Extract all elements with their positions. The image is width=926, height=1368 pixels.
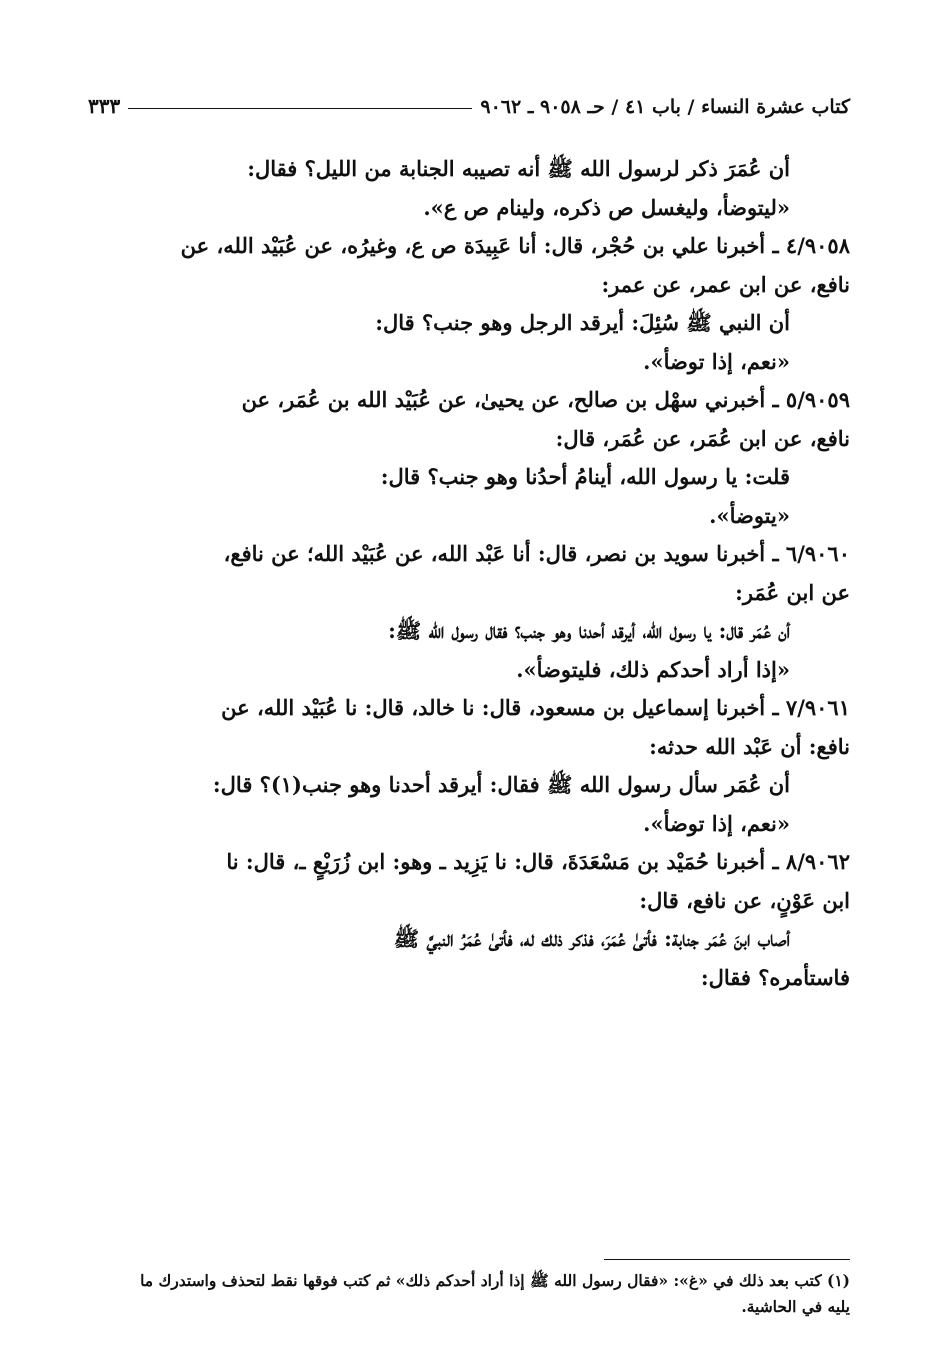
text-line: «ليتوضأ، وليغسل ص ذكره، ولينام ص ع». [423,194,790,220]
text-line: أن النبي ﷺ سُئِلَ: أيرقد الرجل وهو جنب؟ قال: [375,310,790,335]
header-rule [128,108,472,109]
running-header [88,88,850,118]
text-line: ٧/٩٠٦١ ـ أخبرنا إسماعيل بن مسعود، قال: نا خالد، قال: نا عُبَيْد الله، عن [221,695,850,720]
text-line: قلت: يا رسول الله، أينامُ أحدُنا وهو جنب؟ قال: [380,464,790,489]
text-line: ٨/٩٠٦٢ ـ أخبرنا حُمَيْد بن مَسْعَدَةَ، قال: نا يَزِيد ـ وهو: ابن زُرَيْعٍ ـ، قال: نا [226,849,850,874]
footnote [88,1268,850,1320]
footnote-line: (١) كتب بعد ذلك في «غ»: «فقال رسول الله ﷺ إذا أراد أحدكم ذلك» ثم كتب فوقها نقط لتحذف واستدرك ما [140,1271,850,1290]
text-line: أن عُمَر سأل رسول الله ﷺ فقال: أيرقد أحدنا وهو جنب(١)؟ قال: [212,772,790,797]
text-line: أن عُمَرَ ذكر لرسول الله ﷺ أنه تصيبه الجنابة من الليل؟ فقال: [247,156,790,181]
text-line: فاستأمره؟ فقال: [700,964,850,990]
text-line: ٤/٩٠٥٨ ـ أخبرنا علي بن حُجْر، قال: أنا عَبِيدَة ص ع، وغيرُه، عن عُبَيْد الله، عن [180,233,850,258]
text-line: ٦/٩٠٦٠ ـ أخبرنا سويد بن نصر، قال: أنا عَبْد الله، عن عُبَيْد الله؛ عن نافع، [223,541,850,566]
hadith-text-body [88,150,850,997]
text-line: ٥/٩٠٥٩ ـ أخبرني سهْل بن صالح، عن يحيىٰ، عن عُبَيْد الله بن عُمَر، عن [241,387,850,412]
text-line: أن عُمَر قال: يا رسول الله، أيرقد أحدنا وهو جنب؟ فقال رسول الله ﷺ: [388,618,790,643]
text-line: «نعم، إذا توضأ». [643,810,790,836]
text-line: عن ابن عُمَر: [735,579,850,605]
page-number: ٣٣٣ [88,94,121,118]
footnote-line: يليه في الحاشية. [741,1297,850,1316]
text-line: «يتوضأ». [709,502,790,528]
text-line: «نعم، إذا توضأ». [643,348,790,374]
footnote-separator [604,1259,850,1260]
text-line: أصاب ابنَ عُمَر جنابة: فأتىٰ عُمَرَ، فذكر ذلك له، فأتىٰ عُمَرُ النبيَّ ﷺ [393,926,790,951]
text-line: نافع، عن ابن عمر، عن عمر: [601,271,850,297]
text-line: نافع: أن عَبْد الله حدثه: [649,733,850,759]
text-line: «إذا أراد أحدكم ذلك، فليتوضأ». [516,656,790,682]
header-title: كتاب عشرة النساء / باب ٤١ / حـ ٩٠٥٨ ـ ٩٠٦٢ [480,96,850,118]
text-line: ابن عَوْنٍ، عن نافع، قال: [639,887,850,913]
text-line: نافع، عن ابن عُمَر، عن عُمَر، قال: [555,425,850,451]
